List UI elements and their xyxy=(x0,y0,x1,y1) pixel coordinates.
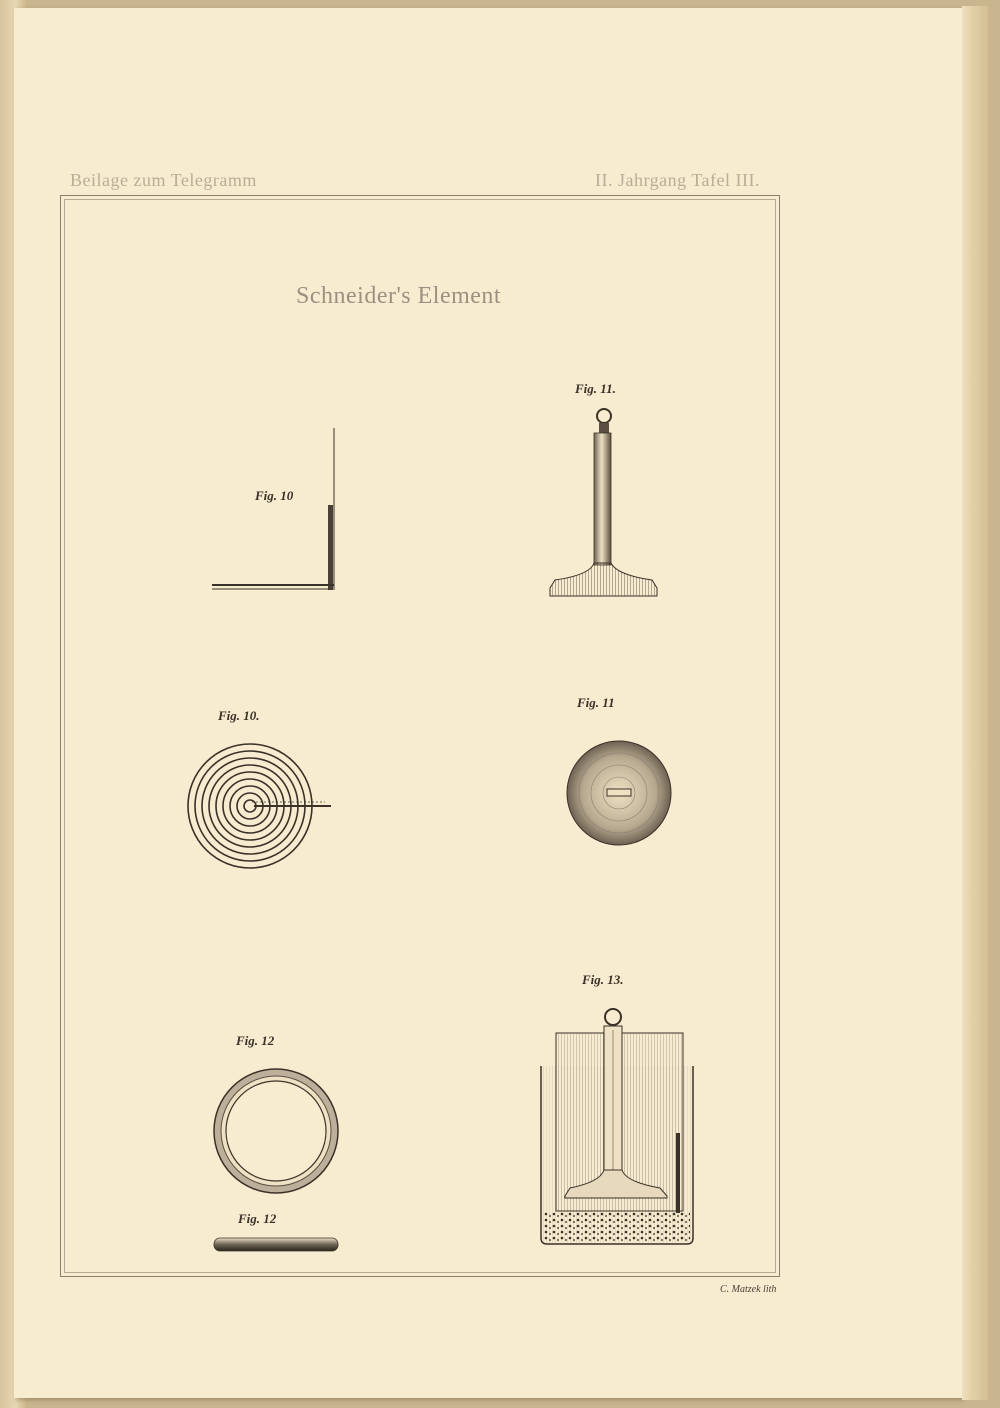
fig-12-label-ring: Fig. 12 xyxy=(236,1033,275,1048)
fig-13-label: Fig. 13. xyxy=(582,972,624,987)
fig-11-label-disc: Fig. 11 xyxy=(577,695,615,710)
fig-11-disc-drawing xyxy=(567,741,671,845)
lithographer-credit: C. Matzek lith xyxy=(720,1284,777,1295)
fig-13-cell-drawing xyxy=(541,1009,693,1244)
fig-12-ring-drawing xyxy=(214,1069,338,1193)
fig-10-spiral-drawing xyxy=(188,744,331,868)
header-supplement: Beilage zum Telegramm xyxy=(70,170,257,190)
fig-10-strip-drawing xyxy=(212,428,334,590)
fig-11-stem-drawing xyxy=(550,409,657,596)
fig-10-label-top: Fig. 10 xyxy=(255,488,294,503)
fig-12-side-drawing xyxy=(214,1238,338,1251)
fig-10-label-spiral: Fig. 10. xyxy=(218,708,260,723)
fig-11-label-top: Fig. 11. xyxy=(575,381,616,396)
fig-12-label-side: Fig. 12 xyxy=(238,1211,277,1226)
header-plate-number: II. Jahrgang Tafel III. xyxy=(595,170,761,190)
plate-title: Schneider's Element xyxy=(296,283,502,309)
